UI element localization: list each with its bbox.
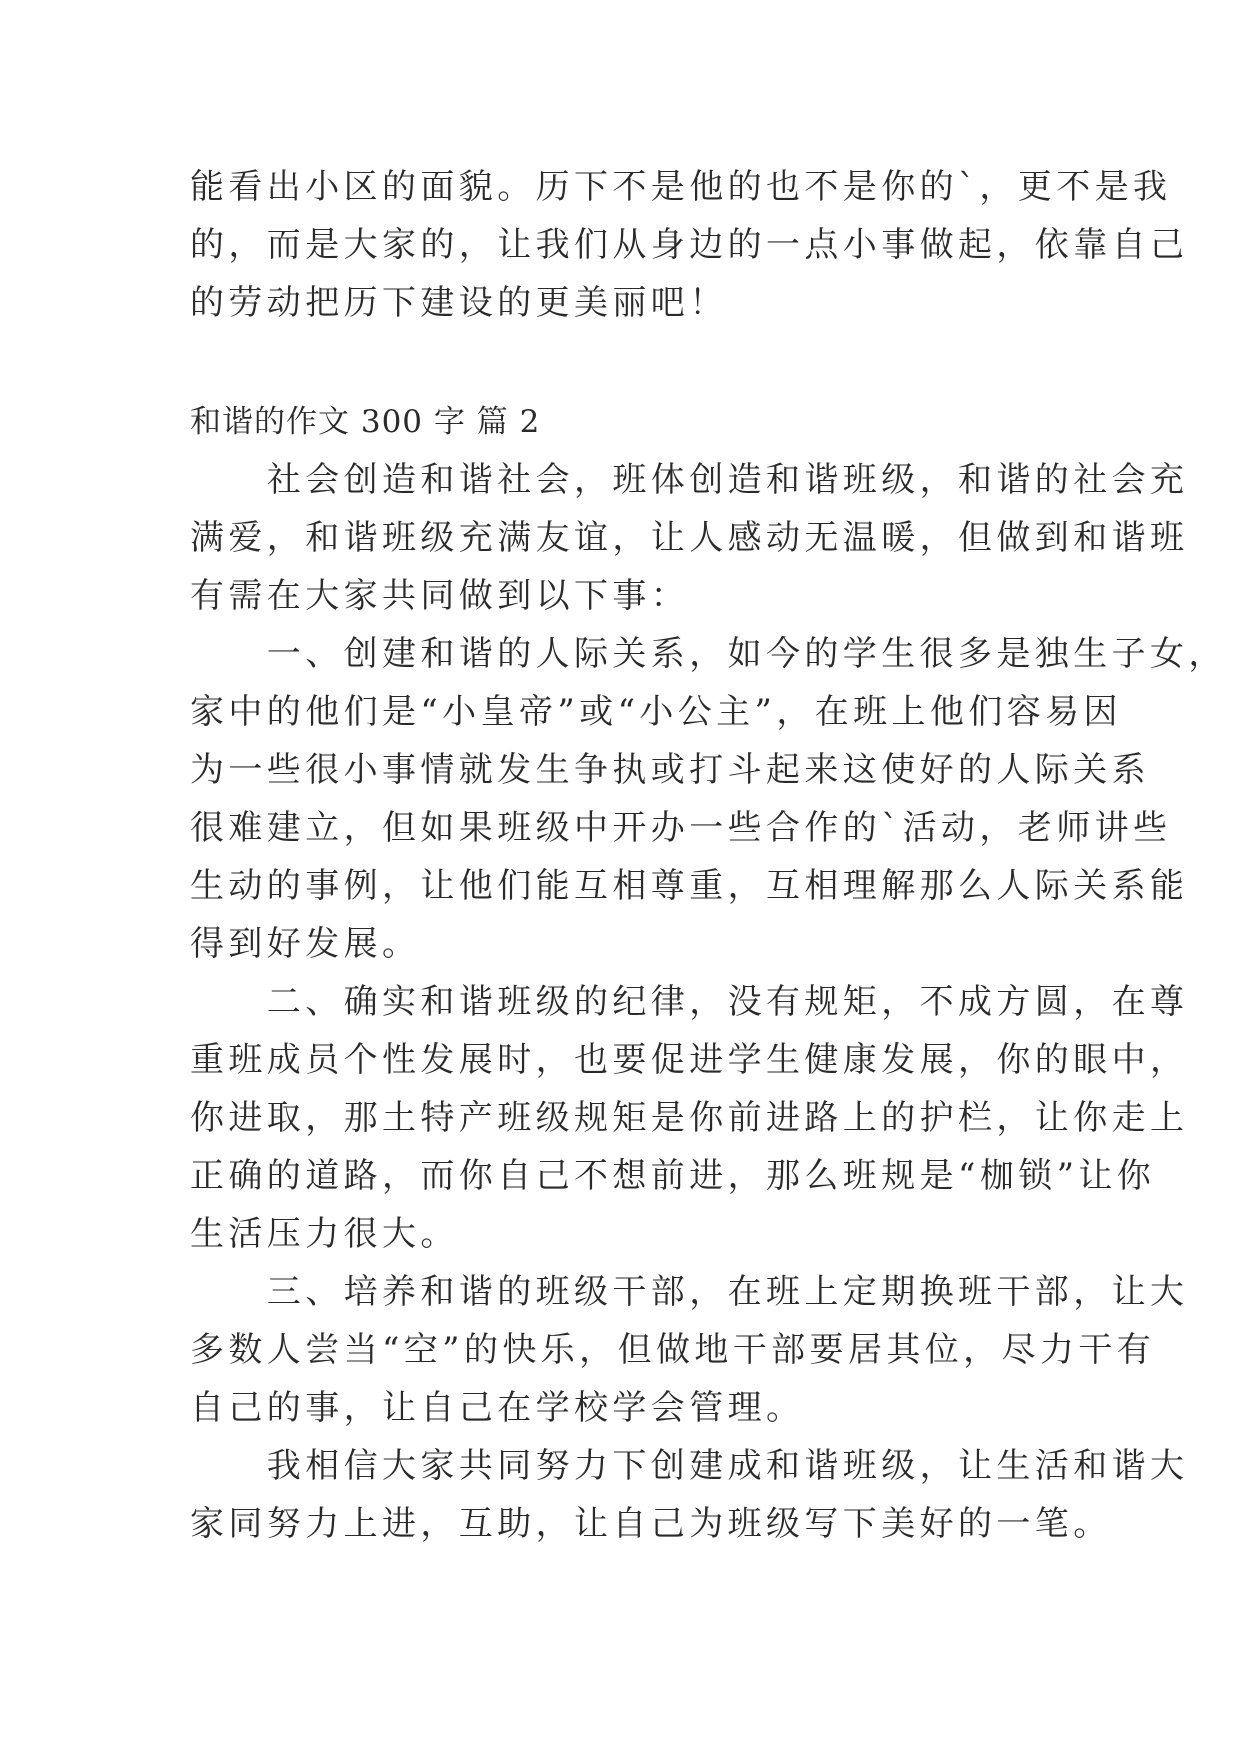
- paragraph-1-line-3: 有需在大家共同做到以下事：: [190, 576, 690, 616]
- intro-line-2: 的，而是大家的，让我们从身边的一点小事做起，依靠自己: [190, 225, 1189, 265]
- paragraph-3-line-2: 重班成员个性发展时，也要促进学生健康发展，你的眼中，: [190, 1040, 1189, 1080]
- paragraph-1-line-1: 社会创造和谐社会，班体创造和谐班级，和谐的社会充: [190, 460, 1189, 500]
- paragraph-4-line-1: 三、培养和谐的班级干部，在班上定期换班干部，让大: [190, 1272, 1189, 1312]
- paragraph-2-line-1: 一、创建和谐的人际关系，如今的学生很多是独生子女，: [190, 634, 1227, 674]
- paragraph-3-line-4: 正确的道路，而你自己不想前进，那么班规是“枷锁”让你: [190, 1156, 1156, 1196]
- paragraph-4-line-3: 自己的事，让自己在学校学会管理。: [190, 1388, 805, 1428]
- paragraph-2-line-4: 很难建立，但如果班级中开办一些合作的`活动，老师讲些: [190, 808, 1172, 848]
- intro-line-1: 能看出小区的面貌。历下不是他的也不是你的`，更不是我: [190, 167, 1172, 207]
- paragraph-2-line-5: 生动的事例，让他们能互相尊重，互相理解那么人际关系能: [190, 866, 1189, 906]
- paragraph-1-line-2: 满爱，和谐班级充满友谊，让人感动无温暖，但做到和谐班: [190, 518, 1189, 558]
- paragraph-2-line-3: 为一些很小事情就发生争执或打斗起来这使好的人际关系: [190, 750, 1150, 790]
- paragraph-4-line-2: 多数人尝当“空”的快乐，但做地干部要居其位，尽力干有: [190, 1330, 1156, 1370]
- paragraph-3-line-5: 生活压力很大。: [190, 1214, 459, 1254]
- paragraph-5-line-2: 家同努力上进，互助，让自己为班级写下美好的一笔。: [190, 1504, 1112, 1544]
- section-title: 和谐的作文 300 字 篇 2: [190, 404, 541, 440]
- paragraph-5-line-1: 我相信大家共同努力下创建成和谐班级，让生活和谐大: [190, 1446, 1189, 1486]
- paragraph-2-line-6: 得到好发展。: [190, 924, 421, 964]
- paragraph-2-line-2: 家中的他们是“小皇帝”或“小公主”，在班上他们容易因: [190, 692, 1122, 732]
- paragraph-3-line-3: 你进取，那土特产班级规矩是你前进路上的护栏，让你走上: [190, 1098, 1189, 1138]
- intro-line-3: 的劳动把历下建设的更美丽吧！: [190, 283, 728, 323]
- paragraph-3-line-1: 二、确实和谐班级的纪律，没有规矩，不成方圆，在尊: [190, 982, 1189, 1022]
